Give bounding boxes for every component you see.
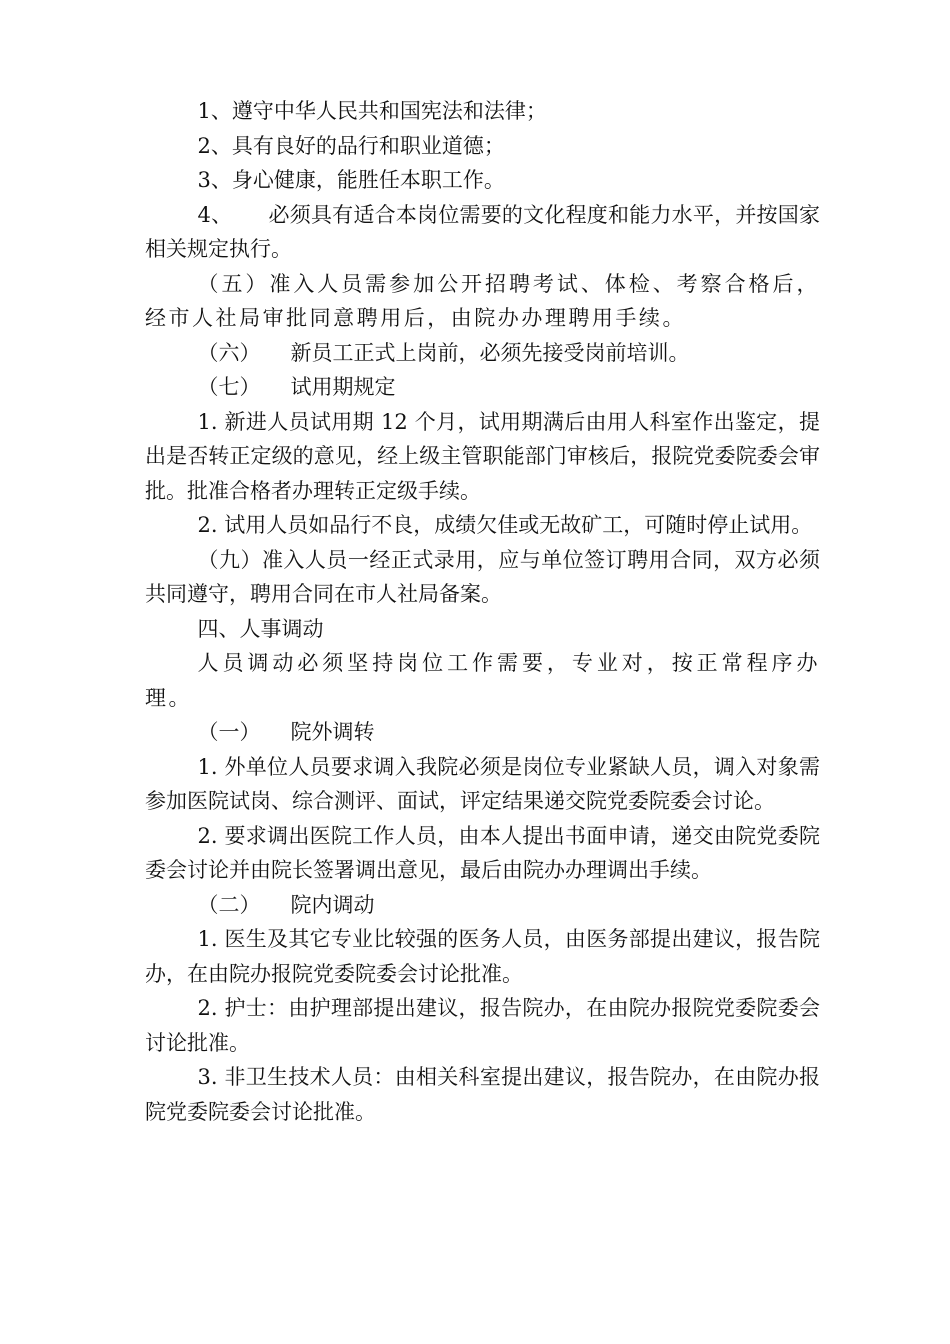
section-text: 新员工正式上岗前，必须先接受岗前培训。 (290, 340, 690, 365)
paragraph-section-5: （五）准入人员需参加公开招聘考试、体检、考察合格后，经市人社局审批同意聘用后，由院办办理聘用手续。 (145, 271, 820, 330)
paragraph-internal-1: 1. 医生及其它专业比较强的医务人员，由医务部提出建议，报告院办，在由院办报院党委院委会讨论批准。 (145, 927, 820, 986)
paragraph-transfer-intro: 人员调动必须坚持岗位工作需要，专业对，按正常程序办理。 (145, 651, 820, 710)
section-number: （一） (197, 720, 261, 744)
paragraph-external-1: 1. 外单位人员要求调入我院必须是岗位专业紧缺人员，调入对象需参加医院试岗、综合测评、面试，评定结果递交院党委院委会讨论。 (145, 754, 820, 813)
paragraph-requirement-2: 2、具有良好的品行和职业道德； (197, 133, 505, 158)
paragraph-section-6 (145, 336, 820, 371)
section-text: 院内调动 (290, 892, 375, 917)
section-number: （六） (197, 340, 261, 365)
section-text: 院外调转 (290, 720, 375, 744)
paragraph-internal-2: 2. 护士：由护理部提出建议，报告院办，在由院办报院党委院委会讨论批准。 (145, 996, 820, 1055)
paragraph-requirement-3: 3、身心健康，能胜任本职工作。 (197, 168, 505, 192)
paragraph-external-transfer (145, 715, 820, 750)
paragraph-requirement-4 (145, 198, 820, 267)
item-text: 必须具有适合本岗位需要的文化程度和能力水平，并按国家相关规定执行。 (145, 202, 820, 261)
paragraph-section-7 (145, 370, 820, 405)
section-text: 试用期规定 (290, 375, 396, 399)
section-number: （七） (197, 375, 261, 399)
paragraph-section-9: （九）准入人员一经正式录用，应与单位签订聘用合同，双方必须共同遵守，聘用合同在市人社局备案。 (145, 547, 820, 606)
paragraph-probation-1: 1. 新进人员试用期 12 个月，试用期满后由用人科室作出鉴定，提出是否转正定级的意见，经上级主管职能部门审核后，报院党委院委会审批。批准合格者办理转正定级手续。 (145, 409, 820, 503)
paragraph-probation-2: 2. 试用人员如品行不良，成绩欠佳或无故矿工，可随时停止试用。 (197, 513, 813, 537)
paragraph-internal-3: 3. 非卫生技术人员：由相关科室提出建议，报告院办，在由院办报院党委院委会讨论批准。 (145, 1065, 820, 1124)
document-body (145, 94, 820, 1129)
paragraph-internal-transfer (145, 888, 820, 923)
item-number: 4、 (197, 202, 233, 227)
section-number: （二） (197, 892, 261, 917)
heading-personnel-transfer: 四、人事调动 (197, 616, 324, 641)
paragraph-external-2: 2. 要求调出医院工作人员，由本人提出书面申请，递交由院党委院委会讨论并由院长签署调出意见，最后由院办办理调出手续。 (145, 823, 820, 882)
paragraph-requirement-1: 1、遵守中华人民共和国宪法和法律； (197, 99, 547, 123)
